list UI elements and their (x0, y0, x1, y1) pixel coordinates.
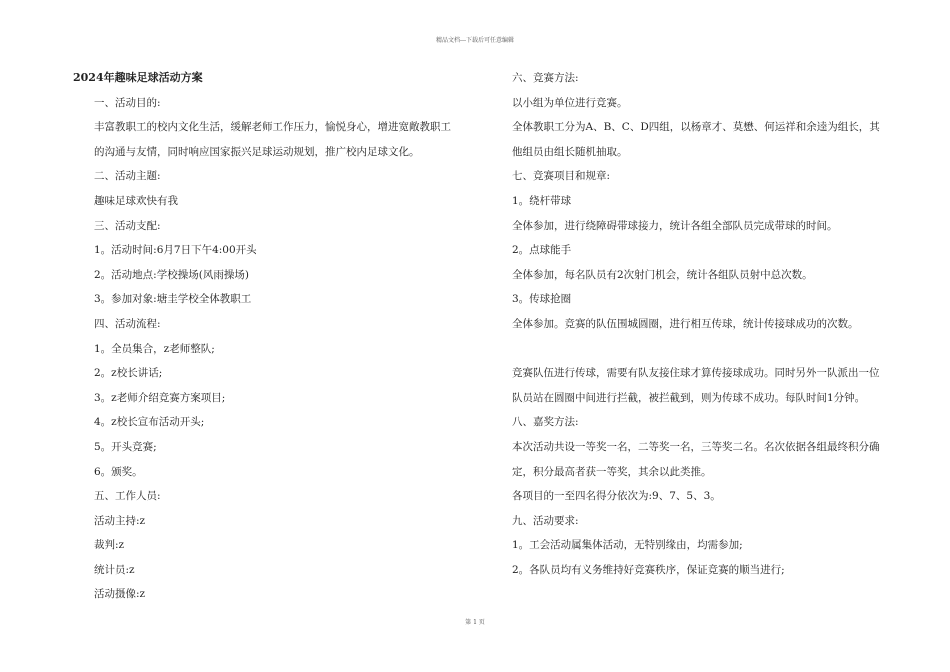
text-line: 以小组为单位进行竞赛。 (512, 96, 628, 109)
text-line: 全体参加，每名队员有2次射门机会，统计各组队员射中总次数。 (512, 268, 813, 281)
text-line: 3。z老师介绍竞赛方案项目; (94, 391, 226, 404)
text-line: 裁判:z (94, 539, 125, 552)
text-line: 4。z校长宣布活动开头; (94, 416, 205, 429)
text-line: 3。参加对象:塘圭学校全体教职工 (94, 293, 252, 306)
text-line: 1。绕杆带球 (512, 194, 572, 207)
text-line: 五、工作人员: (94, 490, 161, 503)
text-line: 2。z校长讲话; (94, 367, 163, 380)
text-line: 1。全员集合，z老师整队; (94, 342, 215, 355)
text-line: 1。工会活动属集体活动，无特别缘由，均需参加; (512, 539, 743, 552)
text-line: 2。各队员均有义务维持好竞赛秩序，保证竞赛的顺当进行; (512, 563, 785, 576)
paragraph: 本次活动共设一等奖一名，二等奖一名，三等奖二名。名次依据各组最终积分确定，积分最高者获一等奖，其余以此类推。 (512, 440, 880, 478)
text-line: 各项目的一至四名得分依次为:9、7、5、3。 (512, 490, 721, 503)
text-line: 活动主持:z (94, 514, 146, 527)
text-line: 三、活动支配: (94, 219, 161, 232)
right-column (491, 66, 885, 582)
text-line: 2。点球能手 (512, 244, 572, 257)
text-line: 2。活动地点:学校操场(风雨操场) (94, 268, 249, 281)
text-line: 九、活动要求: (512, 514, 579, 527)
page-footer: 第 1 页 (465, 619, 485, 626)
paragraph: 竞赛队伍进行传球，需要有队友接住球才算传接球成功。同时另外一队派出一位队员站在圆圈中间进行拦截，被拦截到，则为传球不成功。每队时间1分钟。 (512, 367, 880, 404)
document-title: 2024年趣味足球活动方案 (73, 71, 203, 84)
text-line: 5。开头竞赛; (94, 440, 157, 453)
text-line: 全体参加。竞赛的队伍围城圆圈，进行相互传球，统计传接球成功的次数。 (512, 317, 859, 330)
paragraph: 全体教职工分为A、B、C、D四组，以杨章才、莫懋、何运祥和余逵为组长，其他组员由组长随机抽取。 (512, 121, 880, 158)
text-line: 七、竞赛项目和规章: (512, 170, 611, 183)
text-line: 六、竞赛方法: (512, 72, 579, 84)
text-line: 四、活动流程: (94, 317, 161, 330)
text-line: 活动摄像:z (94, 588, 146, 601)
left-column (73, 66, 461, 607)
text-line: 一、活动目的: (94, 96, 161, 109)
text-line: 八、嘉奖方法: (512, 416, 579, 429)
text-line: 1。活动时间:6月7日下午4:00开头 (94, 244, 257, 257)
text-line: 趣味足球欢快有我 (94, 194, 178, 207)
page-header: 精品文档---下载后可任意编辑 (435, 37, 515, 44)
text-line: 6。颁奖。 (94, 465, 143, 478)
blank-line (491, 337, 885, 362)
text-line: 全体参加，进行绕障碍带球接力，统计各组全部队员完成带球的时间。 (512, 219, 838, 232)
text-line: 3。传球抢圈 (512, 293, 572, 306)
text-line: 统计员:z (94, 563, 135, 576)
paragraph: 丰富教职工的校内文化生活，缓解老师工作压力，愉悦身心，增进宽敞教职工的沟通与友情，同时响应国家振兴足球运动规划，推广校内足球文化。 (94, 121, 451, 158)
text-line: 二、活动主题: (94, 170, 161, 183)
